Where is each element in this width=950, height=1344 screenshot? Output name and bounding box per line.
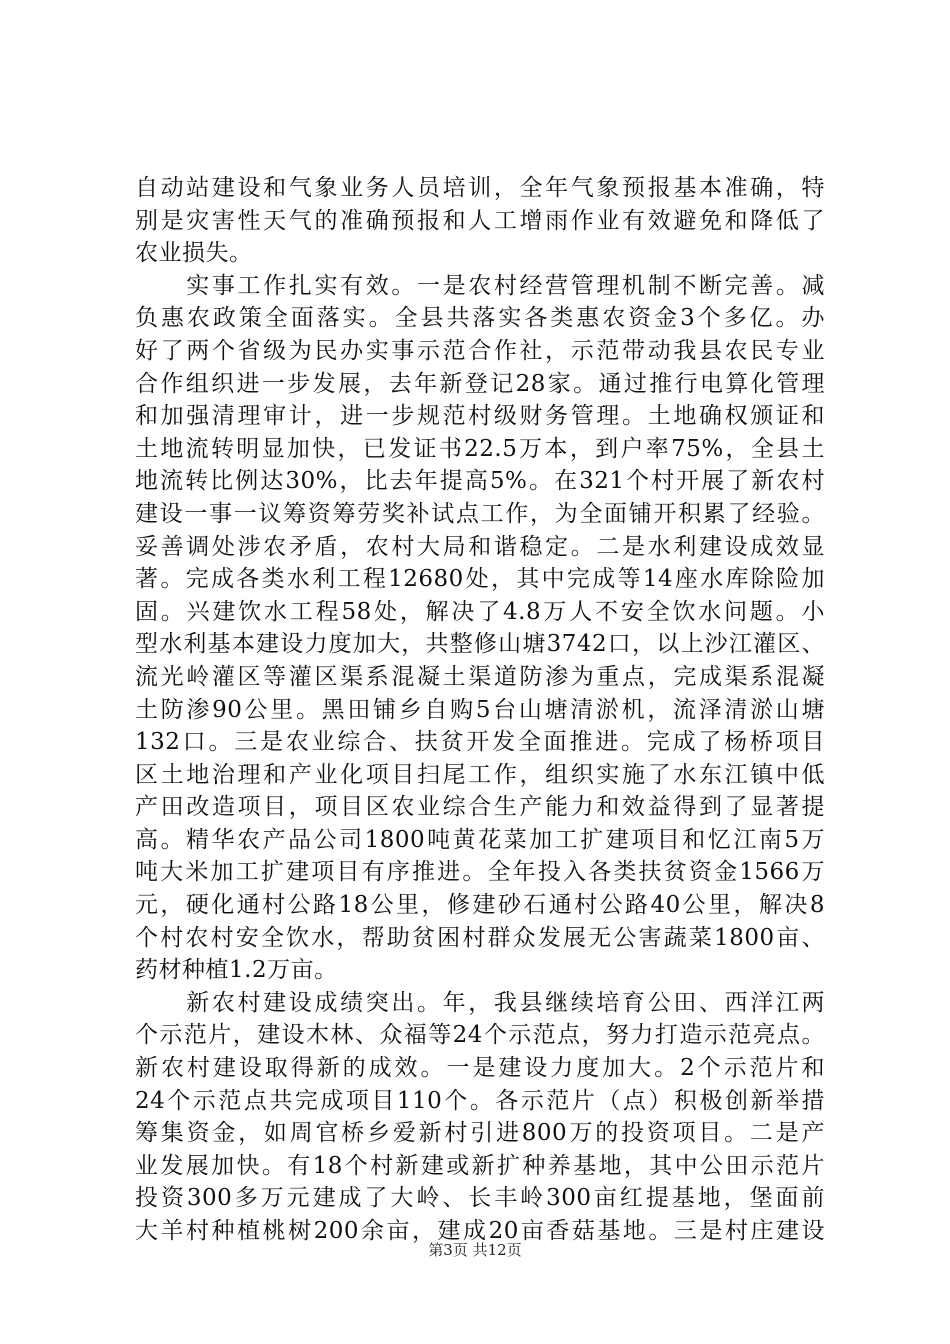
text-line: 大羊村种植桃树200余亩，建成20亩香菇基地。三是村庄建设 [135, 1218, 825, 1244]
text-line: 元，硬化通村公路18公里，修建砂石通村公路40公里，解决8 [135, 892, 825, 919]
text-line: 土地流转明显加快，已发证书22.5万本，到户率75%，全县土 [135, 435, 825, 462]
text-line: 合作组织进一步发展，去年新登记28家。通过推行电算化管理 [135, 370, 825, 397]
text-line: 和加强清理审计，进一步规范村级财务管理。土地确权颁证和 [135, 403, 825, 430]
text-line: 区土地治理和产业化项目扫尾工作，组织实施了水东江镇中低 [135, 761, 825, 788]
text-line: 筹集资金，如周官桥乡爱新村引进800万的投资项目。二是产 [135, 1120, 825, 1147]
text-line: 高。精华农产品公司1800吨黄花菜加工扩建项目和忆江南5万 [135, 826, 825, 853]
text-line: 好了两个省级为民办实事示范合作社，示范带动我县农民专业 [135, 337, 825, 364]
document-body [135, 172, 825, 1248]
text-line: 地流转比例达30%，比去年提高5%。在321个村开展了新农村 [135, 468, 825, 495]
text-line: 个示范片，建设木林、众福等24个示范点，努力打造示范亮点。 [135, 1022, 825, 1049]
text-line: 24个示范点共完成项目110个。各示范片（点）积极创新举措 [135, 1087, 825, 1114]
text-line: 流光岭灌区等灌区渠系混凝土渠道防渗为重点，完成渠系混凝 [135, 663, 825, 690]
text-line: 药材种植1.2万亩。 [135, 957, 338, 984]
text-line: 负惠农政策全面落实。全县共落实各类惠农资金3个多亿。办 [135, 305, 825, 332]
text-line: 固。兴建饮水工程58处，解决了4.8万人不安全饮水问题。小 [135, 598, 825, 625]
text-line: 土防渗90公里。黑田铺乡自购5台山塘清淤机，流泽清淤山塘 [135, 696, 825, 723]
text-line: 建设一事一议筹资筹劳奖补试点工作，为全面铺开积累了经验。 [135, 500, 825, 527]
text-line: 业发展加快。有18个村新建或新扩种养基地，其中公田示范片 [135, 1152, 825, 1179]
text-line: 132口。三是农业综合、扶贫开发全面推进。完成了杨桥项目 [135, 729, 825, 756]
text-line: 妥善调处涉农矛盾，农村大局和谐稳定。二是水利建设成效显 [135, 533, 825, 560]
text-line: 投资300多万元建成了大岭、长丰岭300亩红提基地，堡面前 [135, 1185, 825, 1212]
text-line: 型水利基本建设力度加大，共整修山塘3742口，以上沙江灌区、 [135, 631, 825, 658]
text-line: 个村农村安全饮水，帮助贫困村群众发展无公害蔬菜1800亩、 [135, 924, 825, 951]
text-line: 自动站建设和气象业务人员培训，全年气象预报基本准确，特 [135, 175, 825, 201]
text-line: 别是灾害性天气的准确预报和人工增雨作业有效避免和降低了 [135, 207, 825, 234]
text-line: 新农村建设成绩突出。年，我县继续培育公田、西洋江两 [135, 989, 825, 1016]
text-line: 农业损失。 [135, 240, 253, 267]
text-line: 吨大米加工扩建项目有序推进。全年投入各类扶贫资金1566万 [135, 859, 825, 886]
text-line: 新农村建设取得新的成效。一是建设力度加大。2个示范片和 [135, 1055, 825, 1082]
text-line: 产田改造项目，项目区农业综合生产能力和效益得到了显著提 [135, 794, 825, 821]
text-line: 实事工作扎实有效。一是农村经营管理机制不断完善。减 [135, 272, 825, 299]
page-number-footer: 第3页 共12页 [428, 1241, 522, 1259]
text-line: 著。完成各类水利工程12680处，其中完成等14座水库除险加 [135, 566, 825, 593]
